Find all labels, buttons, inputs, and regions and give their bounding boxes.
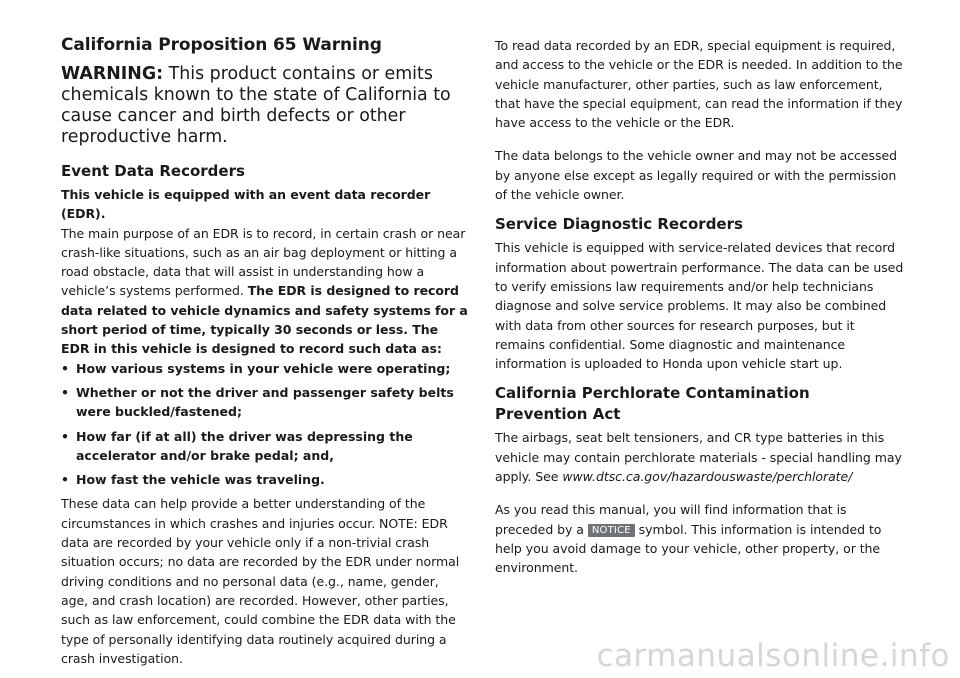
page-title: California Proposition 65 Warning <box>61 35 382 55</box>
list-item-text: How various systems in your vehicle were operating; <box>76 360 451 376</box>
bullet-icon: • <box>61 360 69 376</box>
edr-paragraph-plain: The main purpose of an EDR is to record, in certain crash or near crash-like situations, such as an air bag deployment or hitting a road obstacle, data that will assist in understanding how a vehicle’s systems performed. <box>61 225 466 299</box>
right-column <box>495 36 907 578</box>
edr-closing-paragraph: These data can help provide a better understanding of the circumstances in which crashes and injuries occur. NOTE: EDR data are recorded by your vehicle only if a non-trivial crash situation occurs; no data are recorded by the EDR under normal driving conditions and no personal data (e.g., name, gender, age, and crash location) are recorded. However, other parties, such as law enforcement, could combine the EDR data with the type of personally identifying data routinely acquired during a crash investigation. <box>61 496 460 666</box>
bullet-icon: • <box>61 428 69 444</box>
prop65-warning <box>61 64 469 148</box>
edr-paragraph <box>61 224 469 359</box>
bullet-icon: • <box>61 384 69 400</box>
sdr-paragraph: This vehicle is equipped with service-related devices that record information about powertrain performance. The data can be used to verify emissions law requirements and/or help technicians diagnose and solve service problems. It may also be combined with data from other sources for research purposes, but it remains confidential. Some diagnostic and maintenance information is uploaded to Honda upon vehicle start up. <box>495 240 904 372</box>
warning-text: This product contains or emits chemicals known to the state of California to cause cancer and birth defects or other reproductive harm. <box>61 64 451 147</box>
list-item <box>61 359 469 378</box>
perchlorate-link[interactable]: www.dtsc.ca.gov/hazardouswaste/perchlorate/ <box>562 469 853 485</box>
perchlorate-paragraph <box>495 428 907 486</box>
edr-paragraph-bold: The EDR is designed to record data related to vehicle dynamics and safety systems for a short period of time, typically 30 seconds or less. The EDR in this vehicle is designed to record such data as: <box>61 283 468 357</box>
perchlorate-heading: California Perchlorate Contamination Prevention Act <box>495 384 810 424</box>
notice-badge: NOTICE <box>588 524 635 537</box>
notice-text-before: As you read this manual, you will find information that is preceded by a <box>495 502 847 537</box>
edr-heading: Event Data Recorders <box>61 162 245 180</box>
watermark: carmanualsonline.info <box>596 638 950 674</box>
list-item <box>61 383 469 422</box>
edr-data-list <box>61 359 469 490</box>
warning-label: WARNING: <box>61 64 164 84</box>
left-column <box>61 34 469 668</box>
sdr-heading: Service Diagnostic Recorders <box>495 215 743 234</box>
list-item-text: Whether or not the driver and passenger safety belts were buckled/fastened; <box>76 384 454 420</box>
notice-paragraph <box>495 500 907 577</box>
edr-lead: This vehicle is equipped with an event data recorder (EDR). <box>61 187 431 222</box>
list-item-text: How far (if at all) the driver was depressing the accelerator and/or brake pedal; and, <box>76 428 413 463</box>
perchlorate-text: The airbags, seat belt tensioners, and CR type batteries in this vehicle may contain perchlorate materials - special handling may apply. See <box>495 430 902 485</box>
bullet-icon: • <box>61 472 69 488</box>
edr-access-paragraph: To read data recorded by an EDR, special equipment is required, and access to the vehicle or the EDR is needed. In addition to the vehicle manufacturer, other parties, such as law enforcement, that have the special equipment, can read the information if they have access to the vehicle or the EDR. <box>495 38 903 131</box>
list-item-text: How fast the vehicle was traveling. <box>76 472 325 488</box>
list-item <box>61 470 469 489</box>
ownership-paragraph: The data belongs to the vehicle owner and may not be accessed by anyone else except as legally required or with the permission of the vehicle owner. <box>495 148 897 203</box>
notice-text-after: symbol. This information is intended to help you avoid damage to your vehicle, other property, or the environment. <box>495 521 882 576</box>
list-item <box>61 427 469 466</box>
